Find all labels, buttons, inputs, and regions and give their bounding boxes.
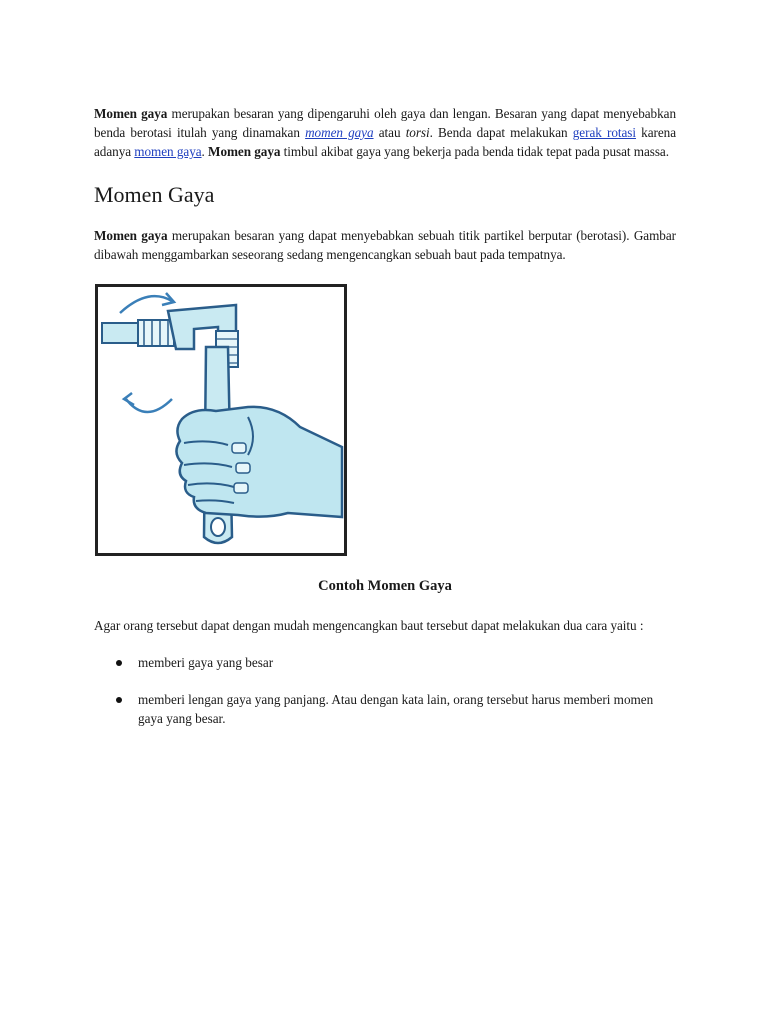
list-item: memberi lengan gaya yang panjang. Atau dengan kata lain, orang tersebut harus memberi momen gaya yang besar. bbox=[94, 690, 676, 728]
link-momen-gaya-1[interactable]: momen gaya bbox=[305, 125, 374, 140]
after-paragraph: Agar orang tersebut dapat dengan mudah mengencangkan baut tersebut dapat melakukan dua cara yaitu : bbox=[94, 618, 644, 633]
section-bold-term: Momen gaya bbox=[94, 228, 168, 243]
bullet-list bbox=[94, 653, 676, 728]
section-paragraph: Momen gaya merupakan besaran yang dapat menyebabkan sebuah titik partikel berputar (berotasi). Gambar dibawah menggambarkan seseorang sedang mengencangkan sebuah baut pada tempatnya. bbox=[94, 228, 676, 262]
wrench-illustration bbox=[95, 284, 347, 556]
link-gerak-rotasi[interactable]: gerak rotasi bbox=[572, 125, 636, 140]
document-page bbox=[94, 104, 676, 746]
bullet-dot-icon bbox=[116, 660, 122, 666]
list-item: memberi gaya yang besar bbox=[94, 653, 676, 672]
bullet-dot-icon bbox=[116, 697, 122, 703]
figure-caption: Contoh Momen Gaya bbox=[318, 578, 452, 594]
intro-bold-term: Momen gaya bbox=[94, 106, 168, 121]
intro-paragraph: Momen gaya merupakan besaran yang dipengaruhi oleh gaya dan lengan. Besaran yang dapat menyebabkan benda berotasi itulah yang dinamakan momen gaya atau torsi. Benda dapat melakukan gerak rotasi karena adanya momen gaya. Momen gaya timbul akibat gaya yang bekerja pada benda tidak tepat pada pusat massa. bbox=[94, 106, 677, 159]
link-momen-gaya-2[interactable]: momen gaya bbox=[134, 144, 202, 159]
italic-torsi: torsi bbox=[405, 125, 430, 140]
intro-bold-term-2: Momen gaya bbox=[208, 144, 281, 159]
wrench-hand-drawing bbox=[98, 287, 344, 553]
section-heading: Momen Gaya bbox=[94, 182, 215, 207]
